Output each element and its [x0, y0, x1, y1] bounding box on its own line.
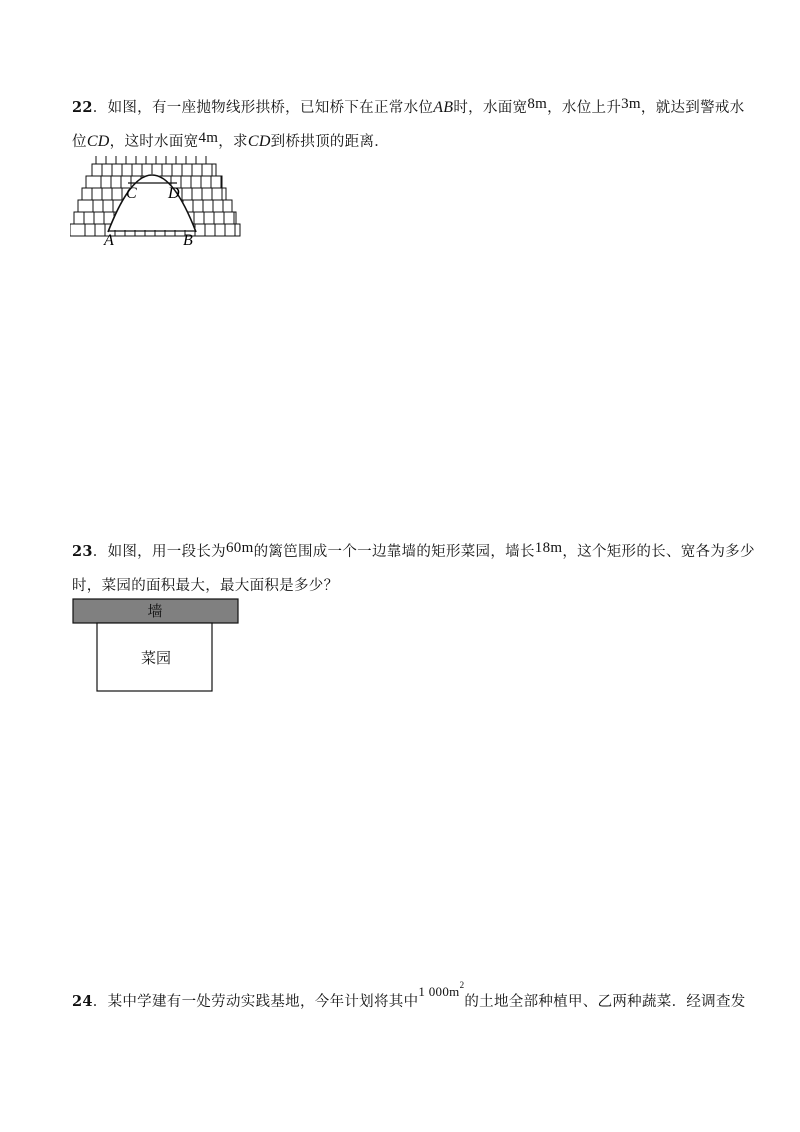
q23-unit-18m: 18m	[534, 540, 563, 556]
q23-text-b: 的篱笆围成一个一边靠墙的矩形菜园，墙长	[253, 544, 535, 560]
q24-unit-1000m2	[418, 980, 465, 999]
brick-pattern	[70, 156, 240, 236]
q23-text-c: ，这个矩形的长、宽各为多少	[562, 544, 755, 560]
q22-unit-3m: 3m	[621, 96, 641, 112]
q22-l2-text-d: 到桥拱顶的距离．	[270, 134, 390, 150]
q22-var-cd-2: CD	[247, 133, 271, 150]
q22-var-ab: AB	[433, 99, 454, 116]
q23-unit-60m: 60m	[225, 540, 254, 556]
q22-text-c: ，水位上升	[547, 100, 622, 116]
q23-number: 23	[72, 543, 93, 560]
q24-text-a: ．某中学建有一处劳动实践基地，今年计划将其中	[92, 994, 419, 1010]
garden-label: 菜园	[140, 649, 172, 667]
q22-l2-text-a: 位	[72, 134, 87, 150]
q24-line-1	[72, 980, 746, 1011]
q22-text-d: ，就达到警戒水	[640, 100, 745, 116]
q23-l2-text: 时，菜园的面积最大，最大面积是多少？	[72, 578, 339, 594]
wall-label: 墙	[147, 602, 163, 620]
q22-line-1	[72, 96, 745, 117]
q24-unit-sup: 2	[459, 980, 465, 990]
bridge-figure	[70, 152, 242, 248]
q24-text-b: 的土地全部种植甲、乙两种蔬菜．经调查发	[464, 994, 746, 1010]
q22-var-cd: CD	[86, 133, 110, 150]
label-b: B	[183, 232, 193, 248]
q24-unit-value: 1 000m	[418, 984, 460, 999]
garden-figure	[72, 598, 240, 694]
q23-line-1	[72, 540, 755, 561]
q24-number: 24	[72, 993, 93, 1010]
q22-number: 22	[72, 99, 93, 116]
q22-text-b: 时，水面宽	[453, 100, 528, 116]
q22-l2-text-c: ，求	[218, 134, 248, 150]
q23-text-a: ．如图，用一段长为	[92, 544, 226, 560]
q23-line-2	[72, 574, 338, 595]
q22-unit-4m: 4m	[198, 130, 219, 146]
q22-line-2	[72, 130, 389, 151]
q22-l2-text-b: ，这时水面宽	[109, 134, 199, 150]
q22-text-a: ．如图，有一座抛物线形拱桥，已知桥下在正常水位	[92, 100, 434, 116]
label-d: D	[168, 185, 180, 202]
q22-unit-8m: 8m	[527, 96, 548, 112]
label-c: C	[126, 185, 137, 202]
label-a: A	[104, 232, 114, 248]
